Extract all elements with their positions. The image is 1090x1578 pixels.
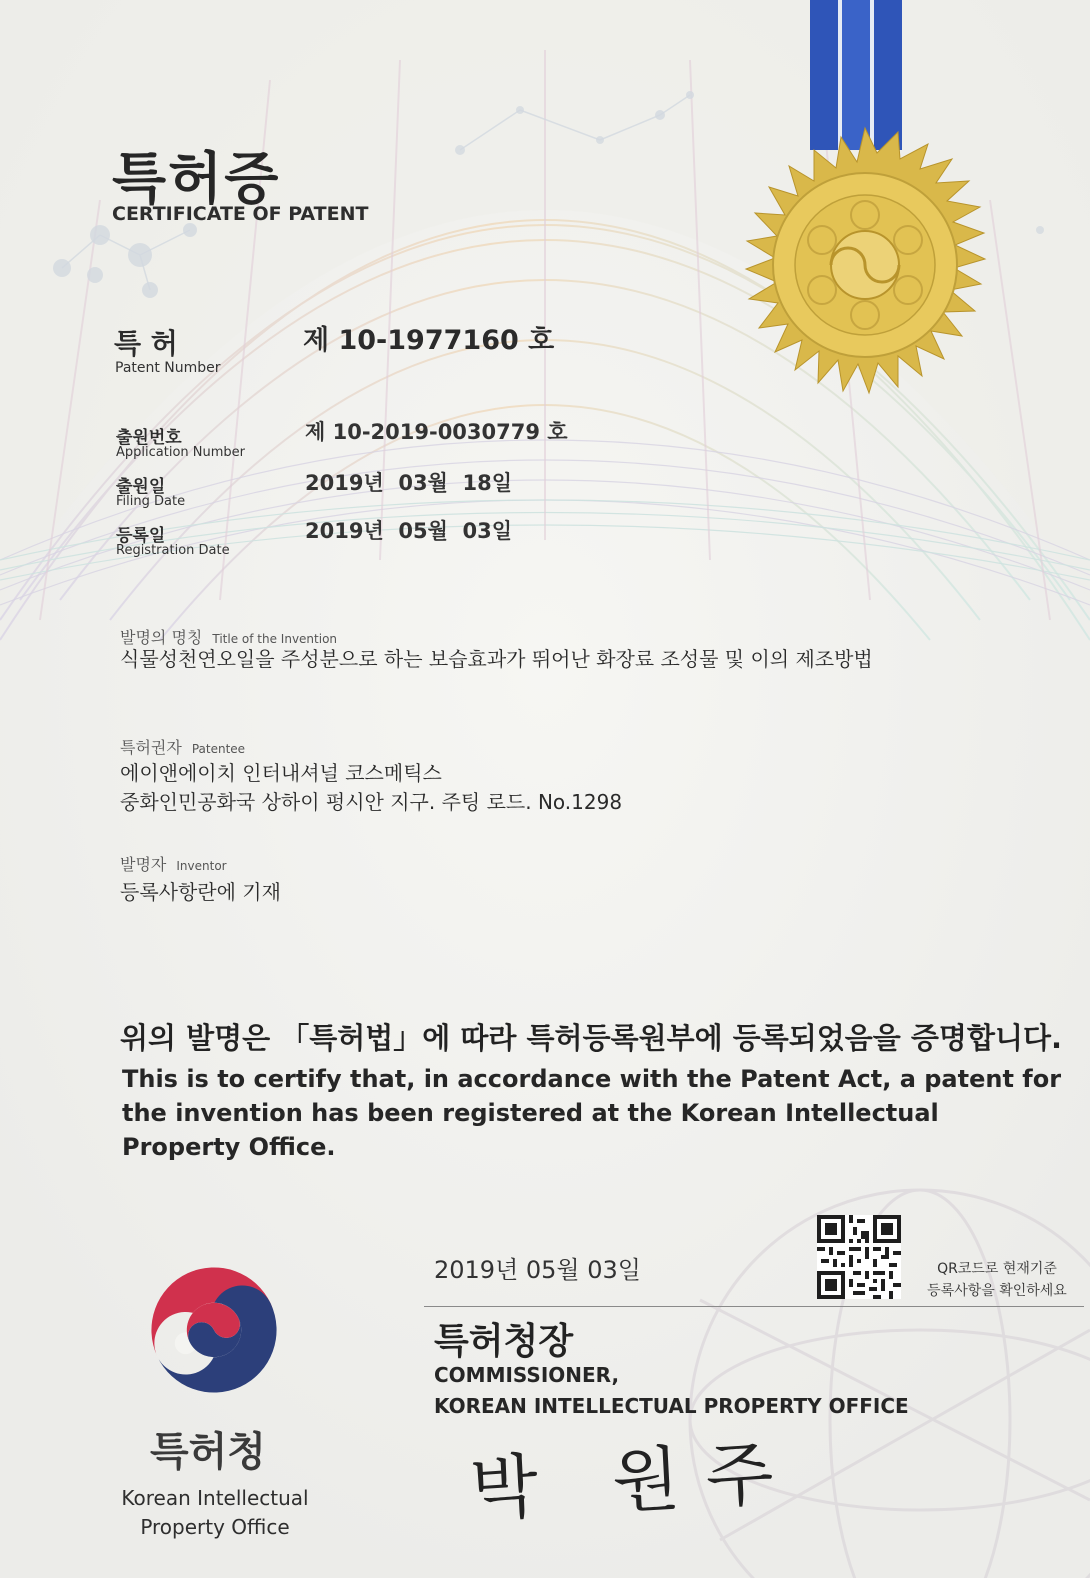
kipo-name-ko: 특허청 xyxy=(150,1429,266,1475)
patentee-label xyxy=(120,735,245,758)
invention-title-label-ko: 발명의 명칭 xyxy=(120,628,203,647)
qr-note-line1: QR코드로 현재기준 xyxy=(937,1261,1057,1277)
registration-date-value: 2019년 05월 03일 xyxy=(305,519,512,543)
inventor-label xyxy=(120,852,227,875)
ribbon-icon xyxy=(810,0,902,150)
kipo-name-en xyxy=(110,1484,320,1542)
application-number-label-ko: 출원번호 xyxy=(116,428,182,448)
certification-statement-ko: 위의 발명은 「특허법」에 따라 특허등록원부에 등록되었음을 증명합니다. xyxy=(120,1021,1063,1055)
commissioner-title-en-line2: KOREAN INTELLECTUAL PROPERTY OFFICE xyxy=(434,1394,909,1418)
qr-note-line2: 등록사항을 확인하세요 xyxy=(927,1283,1067,1299)
inventor-label-en: Inventor xyxy=(176,859,227,873)
patentee-address: 중화인민공화국 상하이 펑시안 지구. 주팅 로드. No.1298 xyxy=(120,790,623,814)
golden-national-seal-icon xyxy=(746,128,985,393)
registration-date-label-en: Registration Date xyxy=(116,543,230,558)
patent-number-label-en: Patent Number xyxy=(115,360,221,376)
commissioner-title-en xyxy=(434,1360,909,1422)
commissioner-title-en-line1: COMMISSIONER, xyxy=(434,1363,620,1387)
inventor-label-ko: 발명자 xyxy=(120,855,167,874)
invention-title-value: 식물성천연오일을 주성분으로 하는 보습효과가 뛰어난 화장료 조성물 및 이의 제조방법 xyxy=(120,647,873,671)
qr-code-icon xyxy=(817,1215,901,1299)
filing-date-value: 2019년 03월 18일 xyxy=(305,471,512,495)
certificate-title-korean: 특허증 xyxy=(112,147,281,212)
taegeuk-logo-icon xyxy=(146,1262,282,1398)
application-number-value: 제 10-2019-0030779 호 xyxy=(305,420,568,444)
registration-date-label-ko: 등록일 xyxy=(116,526,166,546)
filing-date-label-en: Filing Date xyxy=(116,494,186,509)
patentee-name: 에이앤에이치 인터내셔널 코스메틱스 xyxy=(120,761,442,785)
patentee-label-en: Patentee xyxy=(191,742,246,756)
qr-note xyxy=(912,1258,1082,1302)
signature-divider xyxy=(424,1306,1084,1307)
patentee-label-ko: 특허권자 xyxy=(120,738,182,757)
commissioner-signature: 박 원주 xyxy=(468,1431,802,1531)
filing-date-label-ko: 출원일 xyxy=(116,477,166,497)
certificate-title-english: CERTIFICATE OF PATENT xyxy=(112,203,369,225)
patent-number-label-ko: 특 허 xyxy=(114,327,178,360)
kipo-name-en-line2: Property Office xyxy=(140,1515,290,1539)
commissioner-title-ko: 특허청장 xyxy=(434,1321,574,1362)
application-number-label-en: Application Number xyxy=(116,445,245,460)
kipo-name-en-line1: Korean Intellectual xyxy=(121,1486,309,1510)
certification-statement-en: This is to certify that, in accordance with the Patent Act, a patent for the invention has been registered at the Korean Intellectual Property Office. xyxy=(122,1065,1062,1161)
issue-date: 2019년 05월 03일 xyxy=(434,1256,641,1284)
inventor-value: 등록사항란에 기재 xyxy=(120,880,281,904)
patent-number-value: 제 10-1977160 호 xyxy=(303,325,555,356)
invention-title-label-en: Title of the Invention xyxy=(212,632,338,646)
golden-seal xyxy=(730,0,1005,405)
